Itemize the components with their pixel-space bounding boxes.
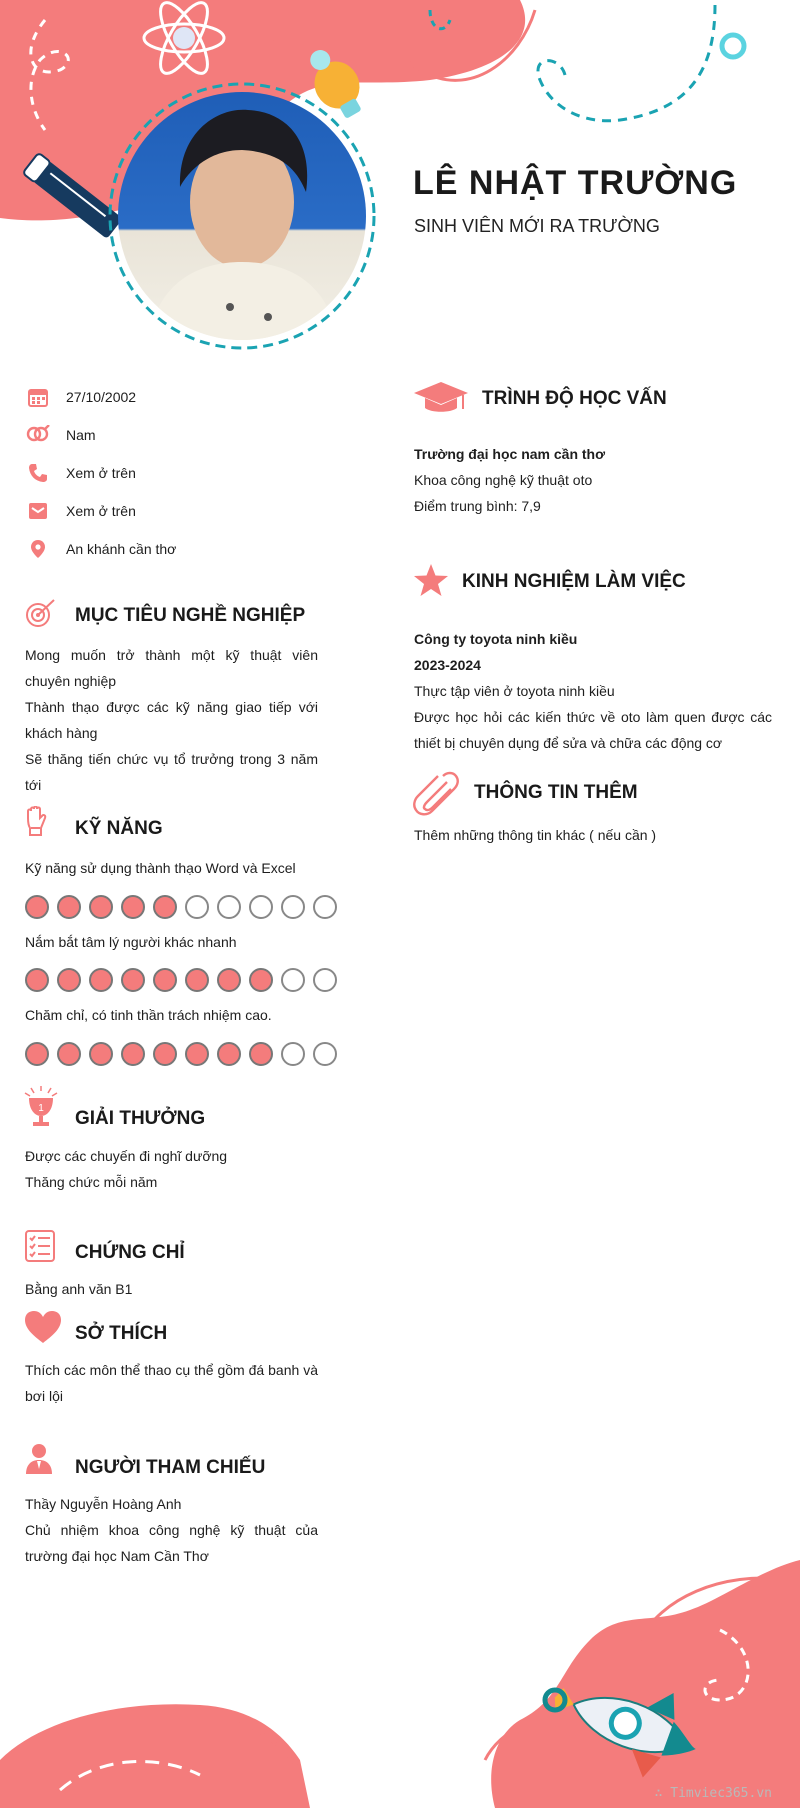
rating-dot-empty (313, 1042, 337, 1066)
skill-label: Chăm chỉ, có tinh thần trách nhiệm cao. (25, 1007, 272, 1023)
rating-dot-empty (249, 895, 273, 919)
reference-line: Chủ nhiệm khoa công nghệ kỹ thuật của trường đại học Nam Cần Thơ (25, 1522, 318, 1564)
hobbies-text (25, 1357, 318, 1409)
birthdate-text: 27/10/2002 (66, 389, 137, 405)
skill-label: Kỹ năng sử dụng thành thạo Word và Excel (25, 860, 296, 876)
teal-ring (722, 35, 744, 57)
rating-dot-filled (121, 895, 145, 919)
skills-title: KỸ NĂNG (75, 818, 163, 839)
rating-dot-empty (313, 895, 337, 919)
position-text: Thực tập viên ở toyota ninh kiều (414, 683, 615, 699)
experience-details (414, 626, 772, 756)
person-icon (25, 1443, 53, 1480)
skill-rating (25, 968, 337, 992)
skill-rating (25, 895, 337, 919)
rating-dot-empty (217, 895, 241, 919)
objective-title: MỤC TIÊU NGHỀ NGHIỆP (75, 605, 306, 626)
gender-icon (26, 423, 50, 447)
rating-dot-filled (249, 1042, 273, 1066)
experience-title: KINH NGHIỆM LÀM VIỆC (462, 571, 686, 592)
award-line: Thăng chức mỗi năm (25, 1174, 158, 1190)
star-icon (413, 563, 449, 602)
email-row (26, 499, 136, 523)
rating-dot-filled (57, 968, 81, 992)
rating-dot-filled (185, 968, 209, 992)
objective-line: Sẽ thăng tiến chức vụ tổ trưởng trong 3 năm tới (25, 751, 318, 793)
checklist-icon (25, 1230, 55, 1267)
candidate-role: SINH VIÊN MỚI RA TRƯỜNG (414, 216, 660, 236)
extra-info-title: THÔNG TIN THÊM (474, 782, 638, 803)
avatar (118, 92, 366, 340)
gender-row (26, 423, 96, 447)
rating-dot-filled (217, 968, 241, 992)
objective-line: Mong muốn trở thành một kỹ thuật viên chuyên nghiệp (25, 647, 318, 689)
rating-dot-filled (57, 895, 81, 919)
hobbies-title: SỞ THÍCH (75, 1323, 168, 1344)
award-line: Được các chuyến đi nghĩ dưỡng (25, 1148, 228, 1164)
faculty-name: Khoa công nghệ kỹ thuật oto (414, 472, 593, 488)
rating-dot-filled (89, 968, 113, 992)
objective-text (25, 642, 318, 798)
reference-line: Thầy Nguyễn Hoàng Anh (25, 1496, 182, 1512)
phone-icon (26, 461, 50, 485)
certificates-title: CHỨNG CHỈ (75, 1242, 185, 1263)
profile-photo (118, 92, 366, 340)
awards-title: GIẢI THƯỞNG (75, 1108, 206, 1129)
references-text (25, 1491, 318, 1569)
certificate-line: Bằng anh văn B1 (25, 1281, 133, 1297)
skill-label: Nắm bắt tâm lý người khác nhanh (25, 934, 237, 950)
location-icon (26, 537, 50, 561)
rating-dot-empty (281, 895, 305, 919)
birthdate-row (26, 385, 136, 409)
rating-dot-filled (89, 1042, 113, 1066)
objective-line: Thành thạo được các kỹ năng giao tiếp với khách hàng (25, 699, 318, 741)
footer-watermark: ∴ Timviec365.vn (654, 1786, 772, 1801)
hobby-line: Thích các môn thể thao cụ thể gồm đá banh và bơi lội (25, 1362, 318, 1404)
awards-text (25, 1143, 318, 1195)
extra-info-text: Thêm những thông tin khác ( nếu cần ) (414, 827, 657, 843)
address-text: An khánh cần thơ (66, 541, 177, 557)
rating-dot-filled (185, 1042, 209, 1066)
rating-dot-filled (153, 1042, 177, 1066)
education-details (414, 441, 774, 519)
phone-row (26, 461, 136, 485)
rating-dot-empty (281, 968, 305, 992)
company-name: Công ty toyota ninh kiều (414, 631, 578, 647)
rating-dot-filled (121, 1042, 145, 1066)
references-title: NGƯỜI THAM CHIẾU (75, 1457, 266, 1478)
email-icon (26, 499, 50, 523)
rating-dot-empty (185, 895, 209, 919)
rating-dot-filled (25, 968, 49, 992)
paperclip-icon (413, 770, 459, 821)
experience-description: Được học hỏi các kiến thức về oto làm quen được các thiết bị chuyên dụng để sửa và chữa các động cơ (414, 709, 772, 751)
rating-dot-filled (25, 1042, 49, 1066)
gender-text: Nam (66, 427, 96, 443)
gpa-text: Điểm trung bình: 7,9 (414, 498, 541, 514)
rating-dot-filled (25, 895, 49, 919)
education-title: TRÌNH ĐỘ HỌC VẤN (482, 388, 667, 409)
school-name: Trường đại học nam cần thơ (414, 446, 606, 462)
target-icon (25, 597, 57, 634)
work-period: 2023-2024 (414, 657, 481, 673)
rating-dot-empty (281, 1042, 305, 1066)
certificates-text (25, 1276, 318, 1302)
hand-icon (25, 806, 47, 841)
rating-dot-filled (121, 968, 145, 992)
address-row (26, 537, 176, 561)
skill-rating (25, 1042, 337, 1066)
rating-dot-empty (313, 968, 337, 992)
trophy-icon (23, 1086, 59, 1133)
rating-dot-filled (153, 968, 177, 992)
rating-dot-filled (217, 1042, 241, 1066)
dashed-swirl-right (538, 5, 715, 121)
phone-text: Xem ở trên (66, 465, 136, 481)
email-text: Xem ở trên (66, 503, 136, 519)
heart-icon (24, 1310, 62, 1349)
rating-dot-filled (57, 1042, 81, 1066)
graduation-cap-icon (413, 381, 469, 420)
candidate-name: LÊ NHẬT TRƯỜNG (413, 164, 738, 202)
rating-dot-filled (153, 895, 177, 919)
rating-dot-filled (249, 968, 273, 992)
calendar-icon (26, 385, 50, 409)
svg-text:1: 1 (38, 1103, 44, 1114)
bottom-left-blob (0, 1704, 310, 1808)
rating-dot-filled (89, 895, 113, 919)
